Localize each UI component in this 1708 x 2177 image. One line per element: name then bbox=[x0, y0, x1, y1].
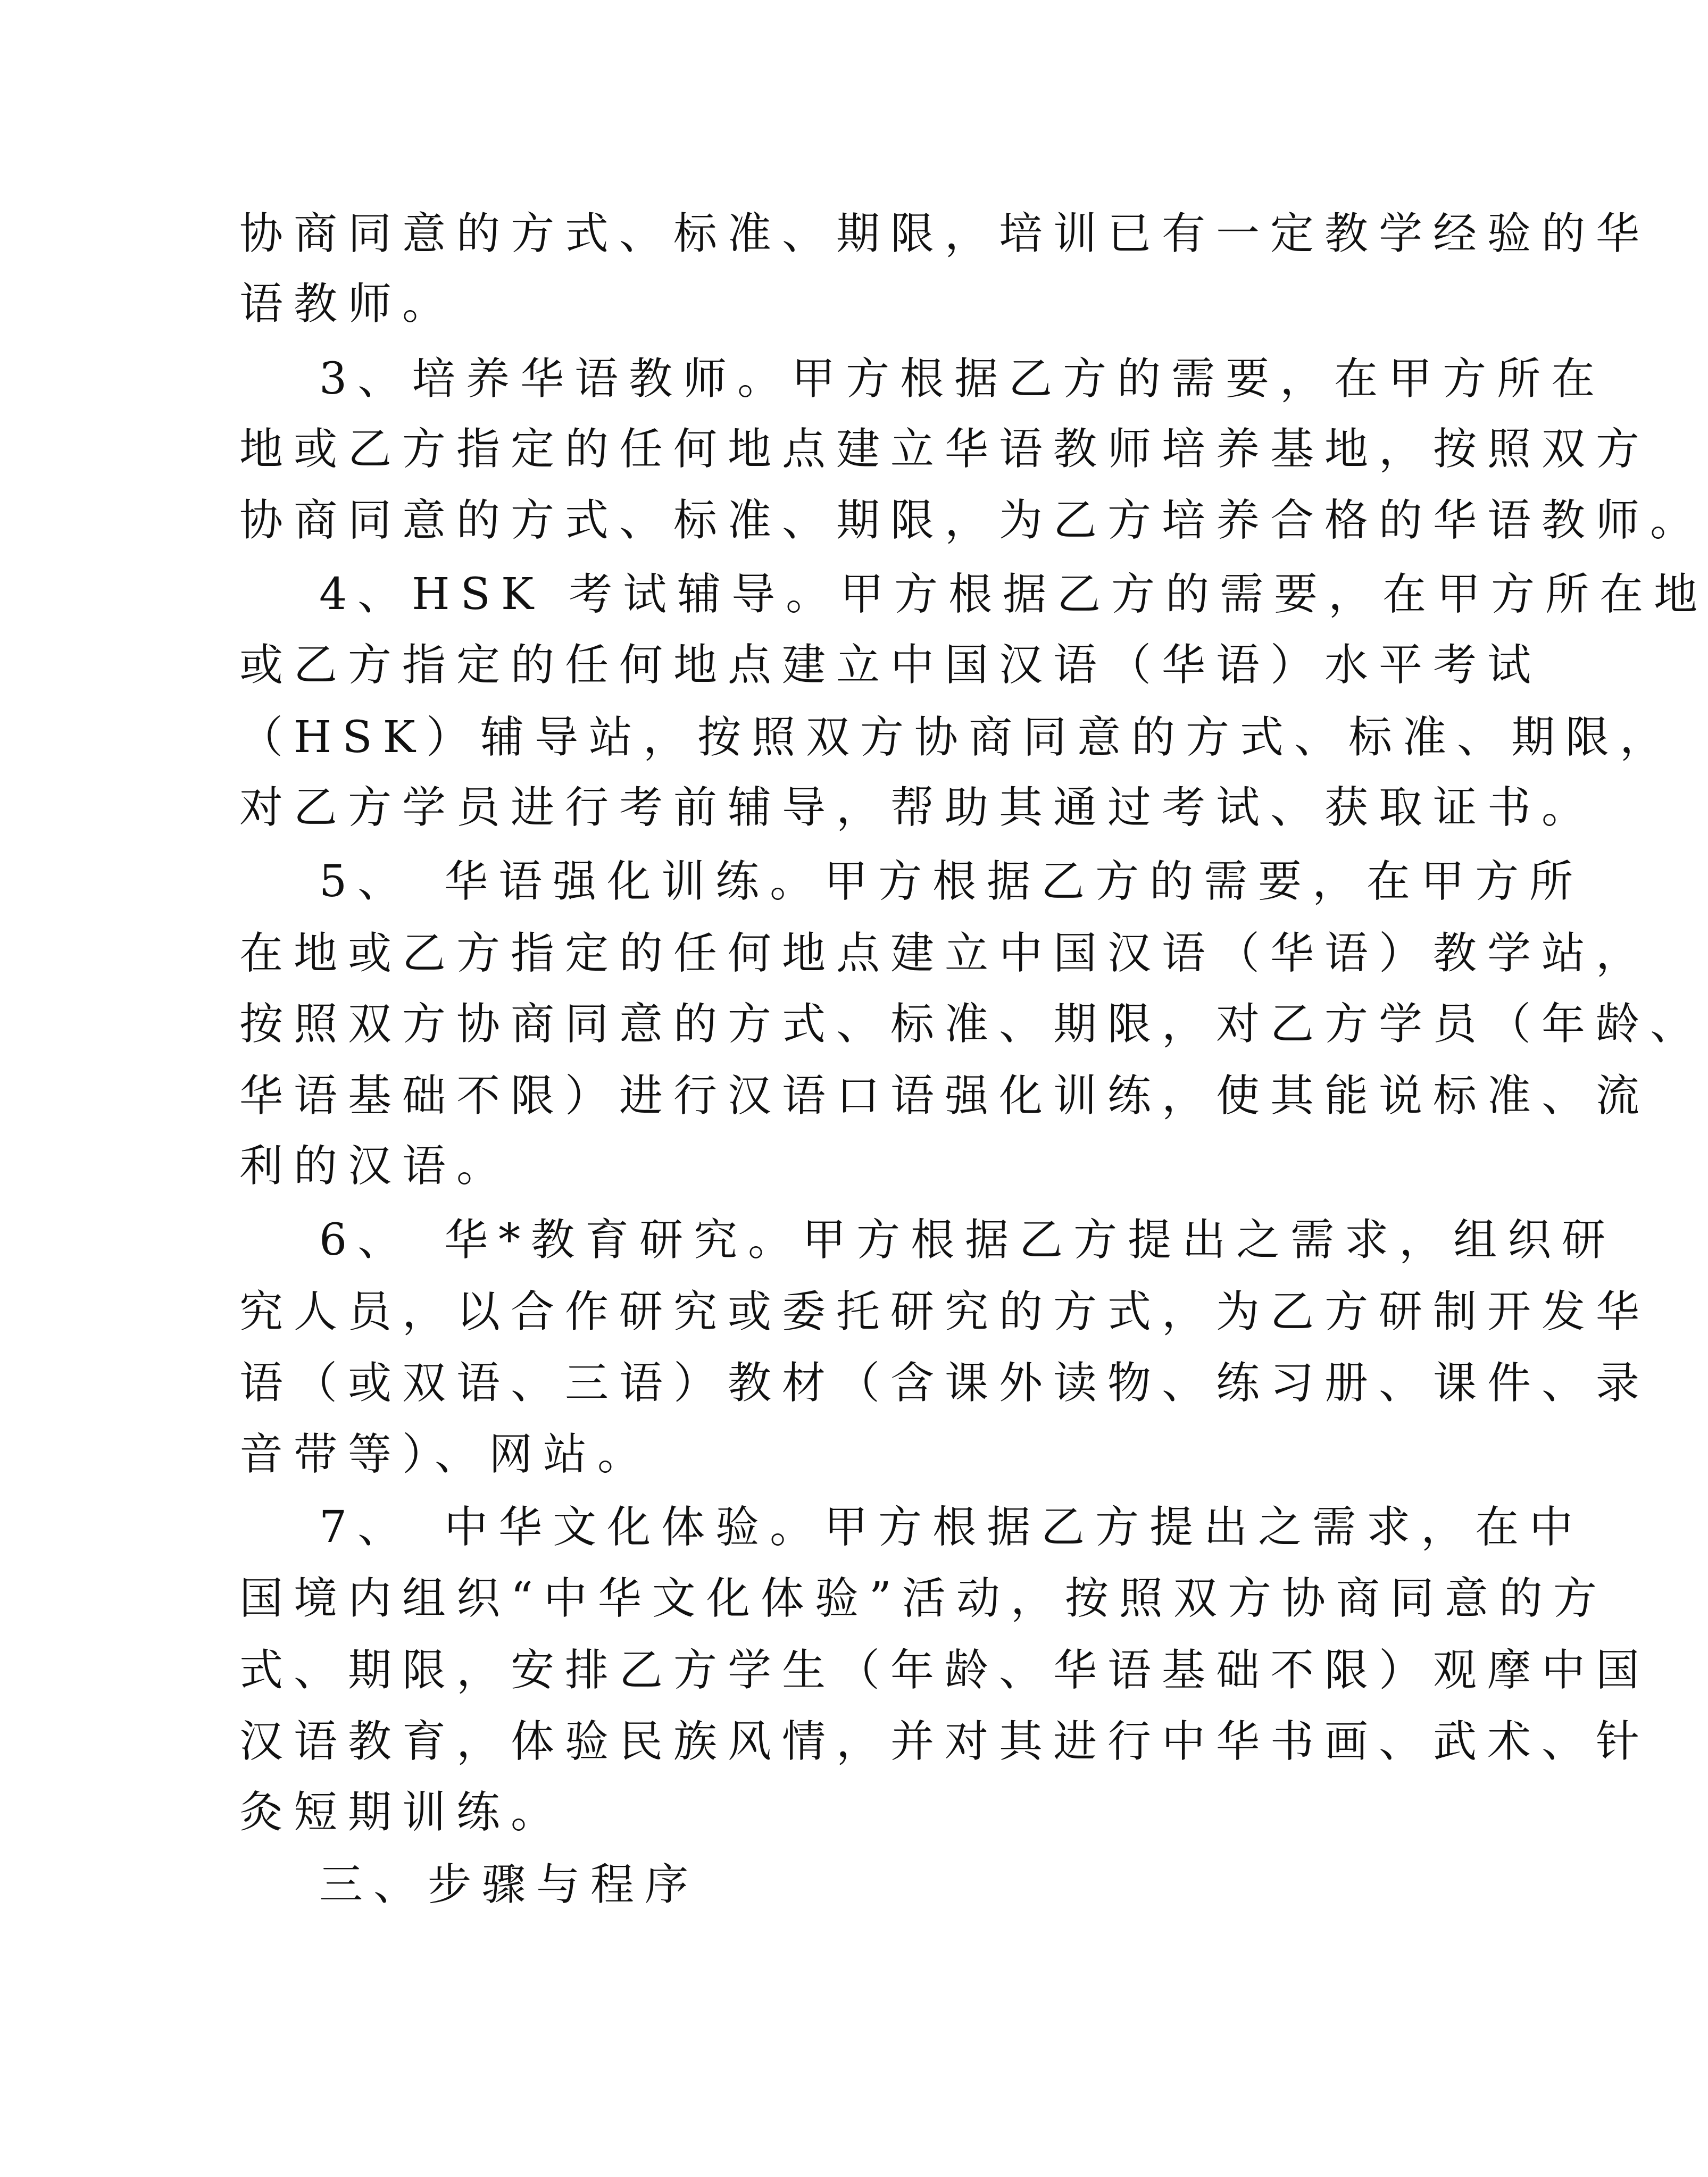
text-line: 汉语教育，体验民族风情，并对其进行中华书画、武术、针 bbox=[239, 1716, 1651, 1767]
text-line: 6、 华*教育研究。甲方根据乙方提出之需求，组织研 bbox=[319, 1215, 1617, 1265]
text-line: 4、HSK 考试辅导。甲方根据乙方的需要，在甲方所在地 bbox=[319, 569, 1708, 620]
text-line: 地或乙方指定的任何地点建立华语教师培养基地，按照双方 bbox=[239, 424, 1651, 474]
text-line: 在地或乙方指定的任何地点建立中国汉语（华语）教学站， bbox=[239, 928, 1651, 979]
text-line: 华语基础不限）进行汉语口语强化训练，使其能说标准、流 bbox=[239, 1071, 1651, 1121]
section-heading: 三、步骤与程序 bbox=[319, 1859, 699, 1910]
text-line: 灸短期训练。 bbox=[239, 1787, 565, 1838]
text-line: 语教师。 bbox=[239, 279, 457, 329]
text-line: 协商同意的方式、标准、期限，培训已有一定教学经验的华 bbox=[239, 208, 1651, 259]
text-line: 利的汉语。 bbox=[239, 1141, 511, 1191]
text-line: 3、培养华语教师。甲方根据乙方的需要，在甲方所在 bbox=[319, 354, 1606, 404]
text-line: 7、 中华文化体验。甲方根据乙方提出之需求，在中 bbox=[319, 1502, 1584, 1553]
text-line: 音带等）、网站。 bbox=[239, 1429, 652, 1480]
text-line: 式、期限，安排乙方学生（年龄、华语基础不限）观摩中国 bbox=[239, 1645, 1651, 1696]
text-line: （HSK）辅导站，按照双方协商同意的方式、标准、期限， bbox=[239, 712, 1674, 763]
text-line: 究人员，以合作研究或委托研究的方式，为乙方研制开发华 bbox=[239, 1287, 1651, 1337]
text-line: 5、 华语强化训练。甲方根据乙方的需要，在甲方所 bbox=[319, 856, 1584, 907]
text-line: 协商同意的方式、标准、期限，为乙方培养合格的华语教师。 bbox=[239, 495, 1705, 546]
text-line: 按照双方协商同意的方式、标准、期限，对乙方学员（年龄、 bbox=[239, 999, 1705, 1049]
text-line: 或乙方指定的任何地点建立中国汉语（华语）水平考试 bbox=[239, 640, 1542, 690]
text-line: 对乙方学员进行考前辅导，帮助其通过考试、获取证书。 bbox=[239, 782, 1596, 833]
text-line: 国境内组织“中华文化体验”活动，按照双方协商同意的方 bbox=[239, 1573, 1607, 1624]
text-line: 语（或双语、三语）教材（含课外读物、练习册、课件、录 bbox=[239, 1358, 1651, 1408]
